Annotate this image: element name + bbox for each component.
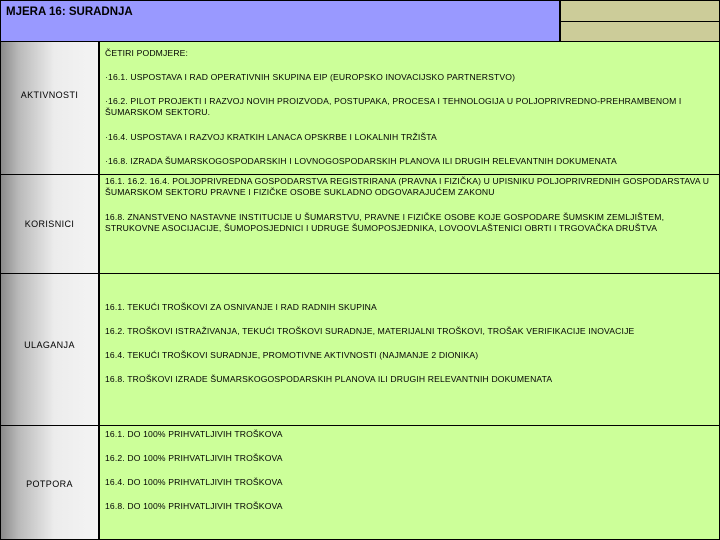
list-item: 16.8. TROŠKOVI IZRADE ŠUMARSKOGOSPODARSKIH PLANOVA ILI DRUGIH RELEVANTNIH DOKUMENATA xyxy=(105,374,553,384)
row-label-aktivnosti xyxy=(0,41,99,175)
list-item: 16.4. TEKUĆI TROŠKOVI SURADNJE, PROMOTIVNE AKTIVNOSTI (NAJMANJE 2 DIONIKA) xyxy=(105,350,479,360)
list-item: 16.1. TEKUĆI TROŠKOVI ZA OSNIVANJE I RAD RADNIH SKUPINA xyxy=(105,302,377,312)
row-content-ulaganja xyxy=(99,273,720,426)
header-empty-cell-top xyxy=(560,0,720,22)
row-label-potpora xyxy=(0,425,99,540)
row-content-potpora xyxy=(99,425,720,540)
list-item: ·16.8. IZRADA ŠUMARSKOGOSPODARSKIH I LOVNOGOSPODARSKIH PLANOVA ILI DRUGIH RELEVANTNIH DOKUMENATA xyxy=(105,156,617,166)
list-item: 16.8. DO 100% PRIHVATLJIVIH TROŠKOVA xyxy=(105,501,283,511)
row-content-aktivnosti xyxy=(99,41,720,175)
list-item: 16.8. ZNANSTVENO NASTAVNE INSTITUCIJE U ŠUMARSTVU, PRAVNE I FIZIČKE OSOBE KOJE GOSPODARE ŠUMSKIM ZEMLJIŠTEM, STRUKOVNE ASOCIJACIJE, ŠUMOPOSJEDNICI I UDRUGE ŠUMOPOSJEDNIKA, LOVOOVLAŠTENICI OBRTI I TRGOVAČKA DRUŠTVA xyxy=(105,212,665,233)
row-label-text: AKTIVNOSTI xyxy=(20,90,79,100)
row-label-korisnici xyxy=(0,174,99,274)
row-label-text: ULAGANJA xyxy=(24,340,75,350)
list-item: 16.2. TROŠKOVI ISTRAŽIVANJA, TEKUĆI TROŠKOVI SURADNJE, MATERIJALNI TROŠKOVI, TROŠAK VERIFIKACIJE INOVACIJE xyxy=(105,326,635,336)
header-title-bar xyxy=(0,0,560,42)
list-item: 16.1. DO 100% PRIHVATLJIVIH TROŠKOVA xyxy=(105,429,283,439)
list-item: 16.4. DO 100% PRIHVATLJIVIH TROŠKOVA xyxy=(105,477,283,487)
list-item: ·16.2. PILOT PROJEKTI I RAZVOJ NOVIH PROIZVODA, POSTUPAKA, PROCESA I TEHNOLOGIJA U POLJOPRIVREDNO-PREHRAMBENOM I ŠUMARSKOM SEKTORU. xyxy=(105,96,682,117)
row-content-korisnici xyxy=(99,174,720,274)
header-empty-cell-bottom xyxy=(560,21,720,42)
list-item: ·16.1. USPOSTAVA I RAD OPERATIVNIH SKUPINA EIP (EUROPSKO INOVACIJSKO PARTNERSTVO) xyxy=(105,72,516,82)
list-item: 16.2. DO 100% PRIHVATLJIVIH TROŠKOVA xyxy=(105,453,283,463)
row-label-ulaganja xyxy=(0,273,99,426)
row-label-text: POTPORA xyxy=(26,479,73,489)
row-label-text: KORISNICI xyxy=(24,219,75,229)
page-title: MJERA 16: SURADNJA xyxy=(6,6,133,18)
list-item: 16.1. 16.2. 16.4. POLJOPRIVREDNA GOSPODARSTVA REGISTRIRANA (PRAVNA I FIZIČKA) U UPISNIKU POLJOPRIVREDNIH GOSPODARSTAVA U ŠUMARSKOM SEKTORU PRAVNE I FIZIČKE OSOBE SUKLADNO ODGOVARAJUĆEM ZAKONU xyxy=(105,176,710,197)
list-item: ČETIRI PODMJERE: xyxy=(105,48,189,58)
list-item: ·16.4. USPOSTAVA I RAZVOJ KRATKIH LANACA OPSKRBE I LOKALNIH TRŽIŠTA xyxy=(105,132,437,142)
